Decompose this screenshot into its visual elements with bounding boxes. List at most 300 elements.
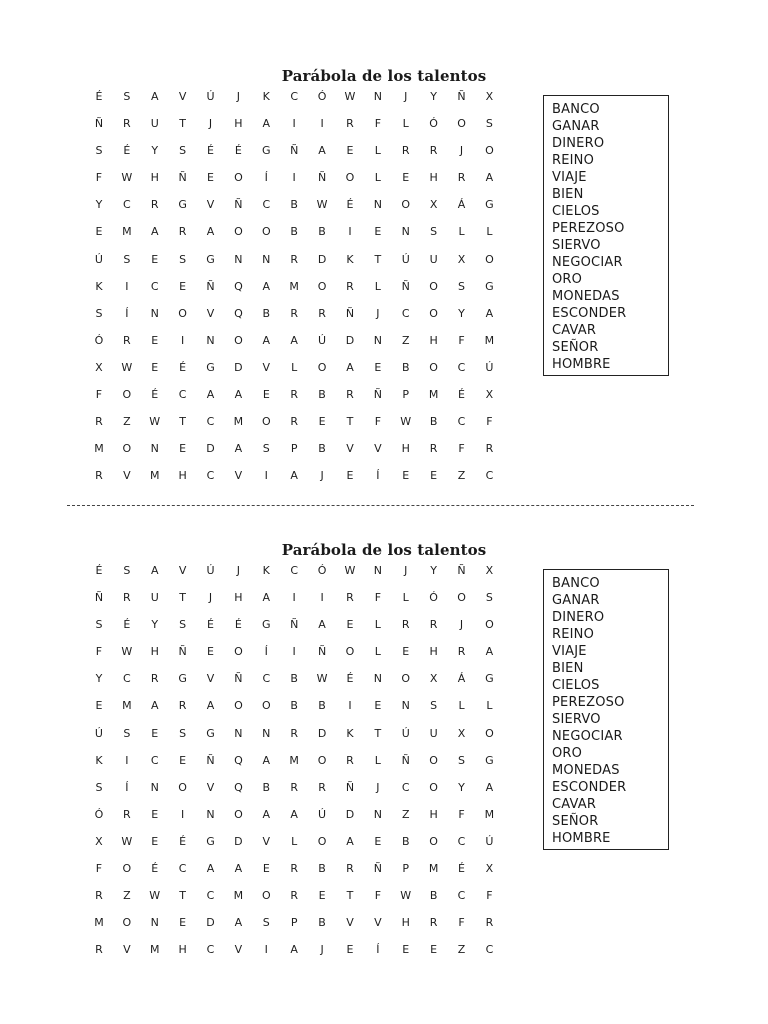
grid-letter: S (458, 753, 466, 767)
grid-letter: A (290, 807, 298, 821)
word-list-item: REINO (552, 153, 595, 168)
grid-letter: O (234, 807, 243, 821)
grid-letter: J (376, 780, 380, 794)
grid-letter: R (290, 862, 298, 876)
grid-letter: V (206, 198, 215, 212)
grid-letter: N (401, 225, 410, 239)
word-list-item: CIELOS (552, 678, 600, 693)
grid-letter: É (346, 672, 354, 686)
grid-letter: O (122, 916, 132, 930)
grid-letter: B (262, 306, 271, 320)
grid-letter: C (206, 415, 215, 429)
grid-letter: I (292, 171, 296, 185)
grid-letter: É (95, 90, 103, 103)
grid-letter: F (374, 415, 382, 429)
grid-letter: A (318, 144, 326, 158)
grid-letter: I (348, 699, 352, 713)
grid-letter: E (262, 388, 270, 402)
grid-letter: X (485, 90, 494, 103)
grid-letter: R (178, 225, 187, 239)
grid-letter: O (429, 360, 438, 374)
grid-letter: B (429, 415, 438, 429)
grid-letter: M (94, 442, 104, 456)
grid-letter: I (348, 225, 352, 239)
grid-letter: O (485, 144, 494, 158)
grid-letter: R (95, 469, 103, 483)
grid-letter: K (346, 726, 354, 740)
grid-letter: A (262, 279, 271, 293)
grid-letter: C (122, 672, 131, 686)
grid-letter: T (374, 726, 382, 740)
grid-letter: R (346, 388, 354, 402)
grid-letter: É (346, 198, 354, 212)
grid-letter: Z (401, 807, 410, 821)
grid-letter: A (150, 225, 159, 239)
word-list-item: DINERO (552, 610, 605, 625)
grid-letter: A (485, 780, 494, 794)
grid-letter: A (206, 225, 215, 239)
grid-letter: O (485, 618, 494, 632)
grid-letter: Ñ (94, 117, 104, 131)
grid-letter: R (485, 442, 494, 456)
grid-letter: O (317, 360, 327, 374)
grid-letter: H (429, 645, 438, 659)
grid-letter: O (234, 171, 243, 185)
grid-letter: E (430, 469, 438, 483)
grid-letter: A (346, 834, 354, 848)
grid-letter: Ñ (206, 753, 215, 767)
grid-letter: L (458, 699, 465, 713)
grid-letter: É (123, 618, 131, 632)
grid-letter: N (234, 726, 243, 740)
grid-letter: T (346, 415, 354, 429)
grid-letter: É (234, 144, 242, 158)
grid-letter: N (262, 726, 271, 740)
grid-letter: L (486, 225, 493, 239)
grid-letter: E (207, 171, 214, 185)
grid-letter: C (485, 943, 494, 957)
word-list-item: MONEDAS (552, 289, 620, 304)
grid-letter: B (318, 225, 326, 239)
grid-letter: G (206, 252, 215, 266)
grid-letter: M (233, 889, 244, 903)
grid-letter: V (346, 916, 354, 930)
grid-letter: C (262, 198, 271, 212)
grid-letter: O (122, 862, 132, 876)
grid-letter: B (401, 834, 410, 848)
grid-letter: V (262, 360, 271, 374)
grid-letter: M (484, 333, 495, 347)
grid-letter: C (178, 862, 187, 876)
grid-letter: I (320, 591, 324, 605)
grid-letter: N (373, 807, 382, 821)
grid-letter: M (484, 807, 495, 821)
grid-letter: R (95, 943, 103, 957)
grid-letter: I (320, 117, 324, 131)
grid-letter: R (123, 591, 131, 605)
grid-letter: B (318, 442, 326, 456)
grid-letter: R (429, 442, 438, 456)
grid-letter: M (122, 699, 132, 713)
grid-letter: F (374, 591, 382, 605)
grid-letter: E (151, 360, 159, 374)
grid-letter: Ñ (457, 90, 466, 103)
grid-letter: S (262, 916, 270, 930)
grid-letter: F (458, 442, 465, 456)
grid-letter: S (179, 726, 187, 740)
grid-letter: Y (430, 90, 437, 103)
grid-letter: A (234, 442, 243, 456)
grid-letter: F (95, 388, 103, 402)
grid-letter: A (234, 916, 243, 930)
grid-letter: Ñ (234, 198, 243, 212)
grid-letter: É (95, 564, 103, 577)
grid-letter: X (429, 198, 438, 212)
grid-letter: V (123, 943, 131, 957)
grid-letter: V (374, 442, 382, 456)
grid-letter: B (318, 916, 326, 930)
grid-letter: B (290, 699, 298, 713)
grid-letter: Z (457, 943, 466, 957)
grid-letter: C (401, 306, 410, 320)
grid-letter: H (234, 117, 243, 131)
grid-letter: E (95, 699, 103, 713)
grid-letter: O (345, 645, 355, 659)
grid-letter: Ú (401, 252, 410, 266)
grid-letter: R (429, 618, 438, 632)
grid-letter: W (316, 198, 328, 212)
grid-letter: C (457, 889, 466, 903)
grid-letter: É (458, 862, 465, 876)
grid-letter: O (401, 672, 411, 686)
word-list-item: BIEN (552, 187, 584, 202)
grid-letter: O (457, 117, 466, 131)
grid-letter: X (457, 726, 466, 740)
grid-letter: D (206, 916, 215, 930)
grid-letter: O (122, 388, 132, 402)
grid-letter: F (458, 333, 465, 347)
letter-grid (85, 560, 503, 966)
grid-letter: W (121, 834, 133, 848)
grid-letter: Y (151, 144, 159, 158)
grid-letter: F (95, 171, 103, 185)
grid-letter: N (373, 90, 382, 103)
grid-letter: D (345, 807, 355, 821)
grid-letter: É (179, 360, 187, 374)
grid-letter: F (458, 916, 465, 930)
grid-letter: L (402, 591, 409, 605)
grid-letter: H (150, 645, 159, 659)
word-list-item: BIEN (552, 661, 584, 676)
grid-letter: H (401, 916, 410, 930)
grid-letter: J (404, 90, 408, 103)
grid-letter: E (346, 618, 354, 632)
grid-letter: J (459, 144, 464, 158)
grid-letter: L (374, 144, 381, 158)
grid-letter: I (292, 591, 296, 605)
grid-letter: I (180, 333, 185, 347)
grid-letter: S (430, 225, 438, 239)
grid-letter: O (234, 699, 243, 713)
word-list-item: SEÑOR (552, 814, 599, 829)
grid-letter: Ñ (290, 618, 299, 632)
grid-letter: N (373, 198, 382, 212)
grid-letter: A (318, 618, 326, 632)
grid-letter: A (234, 388, 243, 402)
grid-letter: A (346, 360, 354, 374)
grid-letter: P (402, 388, 410, 402)
grid-letter: O (429, 279, 438, 293)
grid-letter: R (95, 889, 103, 903)
grid-letter: R (150, 672, 159, 686)
grid-letter: F (95, 862, 103, 876)
grid-letter: W (400, 889, 412, 903)
grid-letter: I (264, 469, 268, 483)
grid-letter: E (374, 699, 382, 713)
grid-letter: A (290, 333, 298, 347)
grid-letter: Z (457, 469, 466, 483)
grid-letter: X (485, 862, 494, 876)
grid-letter: O (261, 415, 271, 429)
grid-letter: O (261, 699, 271, 713)
grid-letter: Ñ (317, 645, 327, 659)
grid-letter: S (95, 780, 103, 794)
grid-letter: C (401, 780, 410, 794)
grid-letter: V (234, 943, 243, 957)
grid-letter: E (179, 279, 187, 293)
grid-letter: Ú (401, 726, 410, 740)
word-list-item: BANCO (552, 576, 600, 591)
grid-letter: H (150, 171, 159, 185)
grid-letter: N (373, 333, 382, 347)
word-list-item: VIAJE (552, 170, 587, 185)
grid-letter: E (179, 442, 187, 456)
grid-letter: M (289, 753, 299, 767)
grid-letter: V (262, 834, 271, 848)
grid-letter: R (123, 117, 131, 131)
grid-letter: S (95, 306, 103, 320)
grid-letter: Ñ (373, 388, 382, 402)
word-list-item: ESCONDER (552, 306, 627, 321)
grid-letter: L (291, 360, 298, 374)
grid-letter: R (290, 726, 298, 740)
grid-letter: I (180, 807, 185, 821)
grid-letter: R (95, 415, 103, 429)
grid-letter: R (290, 889, 298, 903)
grid-letter: Y (95, 198, 103, 212)
grid-letter: O (178, 306, 187, 320)
grid-letter: R (457, 645, 466, 659)
grid-letter: D (317, 252, 327, 266)
grid-letter: G (485, 672, 494, 686)
grid-letter: N (150, 306, 159, 320)
grid-letter: F (458, 807, 465, 821)
grid-letter: I (125, 753, 129, 767)
grid-letter: Ñ (178, 171, 187, 185)
grid-letter: É (151, 862, 159, 876)
grid-letter: Ú (206, 90, 215, 103)
word-list-item: REINO (552, 627, 595, 642)
word-list-item: BANCO (552, 102, 600, 117)
grid-letter: J (208, 591, 213, 605)
grid-letter: R (346, 117, 354, 131)
grid-letter: X (95, 834, 103, 848)
grid-letter: A (262, 117, 271, 131)
grid-letter: É (207, 618, 214, 632)
grid-letter: É (234, 618, 242, 632)
grid-letter: A (150, 699, 159, 713)
grid-letter: É (207, 144, 214, 158)
grid-letter: W (121, 171, 133, 185)
grid-letter: E (346, 943, 354, 957)
grid-letter: Ñ (401, 279, 410, 293)
grid-letter: O (234, 333, 243, 347)
grid-letter: K (346, 252, 354, 266)
grid-letter: O (178, 780, 187, 794)
grid-letter: R (178, 699, 187, 713)
grid-letter: A (262, 591, 271, 605)
grid-letter: V (234, 469, 243, 483)
grid-letter: B (290, 198, 298, 212)
word-list-item: NEGOCIAR (552, 255, 623, 270)
word-search-puzzle-2 (0, 474, 768, 957)
grid-letter: F (95, 645, 103, 659)
grid-letter: B (401, 360, 410, 374)
grid-letter: F (486, 889, 493, 903)
grid-letter: É (151, 388, 159, 402)
grid-letter: B (290, 225, 298, 239)
grid-letter: S (179, 618, 187, 632)
grid-letter: E (95, 225, 103, 239)
grid-letter: R (346, 753, 354, 767)
grid-letter: R (123, 807, 131, 821)
grid-letter: J (404, 564, 408, 577)
grid-letter: G (206, 726, 215, 740)
grid-letter: R (290, 252, 298, 266)
grid-letter: E (151, 726, 159, 740)
grid-letter: E (346, 469, 354, 483)
grid-letter: Ñ (206, 279, 215, 293)
word-list-item: CAVAR (552, 797, 597, 812)
grid-letter: Ó (429, 117, 438, 131)
grid-letter: Ó (429, 591, 438, 605)
grid-letter: T (179, 117, 186, 131)
grid-letter: J (236, 564, 241, 577)
grid-letter: C (457, 834, 466, 848)
grid-letter: A (290, 943, 298, 957)
grid-letter: R (485, 916, 494, 930)
grid-letter: Ñ (345, 306, 355, 320)
grid-letter: E (207, 645, 214, 659)
grid-letter: Í (264, 645, 268, 659)
grid-letter: O (429, 834, 438, 848)
grid-letter: A (150, 564, 159, 577)
grid-letter: N (401, 699, 410, 713)
grid-letter: H (429, 333, 438, 347)
grid-letter: Í (125, 306, 129, 320)
grid-letter: É (458, 388, 465, 402)
grid-letter: G (178, 672, 187, 686)
grid-letter: W (344, 90, 356, 103)
grid-letter: Ó (94, 333, 104, 347)
grid-letter: G (178, 198, 187, 212)
grid-letter: Q (234, 306, 243, 320)
grid-letter: I (264, 943, 268, 957)
grid-letter: J (208, 117, 213, 131)
word-list-item: MONEDAS (552, 763, 620, 778)
grid-letter: A (290, 469, 298, 483)
grid-letter: E (430, 943, 438, 957)
grid-letter: E (318, 889, 326, 903)
grid-letter: R (290, 780, 298, 794)
grid-letter: K (95, 753, 103, 767)
grid-letter: R (318, 780, 326, 794)
grid-letter: S (123, 90, 131, 103)
grid-letter: L (402, 117, 409, 131)
grid-letter: E (374, 225, 382, 239)
grid-letter: R (123, 333, 131, 347)
grid-letter: F (374, 889, 382, 903)
grid-letter: A (150, 90, 159, 103)
grid-letter: G (485, 753, 494, 767)
grid-letter: H (178, 943, 187, 957)
grid-letter: Í (376, 943, 380, 957)
word-list-item: PEREZOSO (552, 221, 625, 236)
grid-letter: O (261, 225, 271, 239)
grid-letter: Ñ (94, 591, 104, 605)
grid-letter: L (374, 618, 381, 632)
grid-letter: L (291, 834, 298, 848)
grid-letter: V (346, 442, 354, 456)
grid-letter: F (374, 117, 382, 131)
grid-letter: R (290, 306, 298, 320)
grid-letter: L (486, 699, 493, 713)
grid-letter: C (122, 198, 131, 212)
grid-letter: V (206, 780, 215, 794)
grid-letter: E (374, 360, 382, 374)
grid-letter: J (459, 618, 464, 632)
grid-letter: Y (458, 780, 465, 794)
grid-letter: R (346, 279, 354, 293)
grid-letter: A (262, 333, 271, 347)
word-list-item: VIAJE (552, 644, 587, 659)
grid-letter: C (457, 415, 466, 429)
grid-letter: O (485, 726, 494, 740)
grid-letter: W (149, 415, 161, 429)
grid-letter: A (206, 388, 215, 402)
grid-letter: Y (95, 672, 103, 686)
grid-letter: Z (401, 333, 410, 347)
grid-letter: M (149, 469, 160, 483)
grid-letter: V (178, 90, 187, 103)
grid-letter: Ú (318, 807, 327, 821)
grid-letter: F (486, 415, 493, 429)
grid-letter: C (206, 943, 215, 957)
grid-letter: N (150, 916, 159, 930)
grid-letter: C (457, 360, 466, 374)
grid-letter: S (430, 699, 438, 713)
grid-letter: D (234, 834, 243, 848)
grid-letter: N (262, 252, 271, 266)
grid-letter: Ú (485, 360, 494, 374)
word-list-item: GANAR (552, 593, 600, 608)
grid-letter: B (318, 699, 326, 713)
grid-letter: O (345, 171, 355, 185)
grid-letter: J (320, 943, 324, 957)
grid-letter: M (122, 225, 132, 239)
letter-grid (85, 86, 503, 492)
grid-letter: A (262, 753, 271, 767)
